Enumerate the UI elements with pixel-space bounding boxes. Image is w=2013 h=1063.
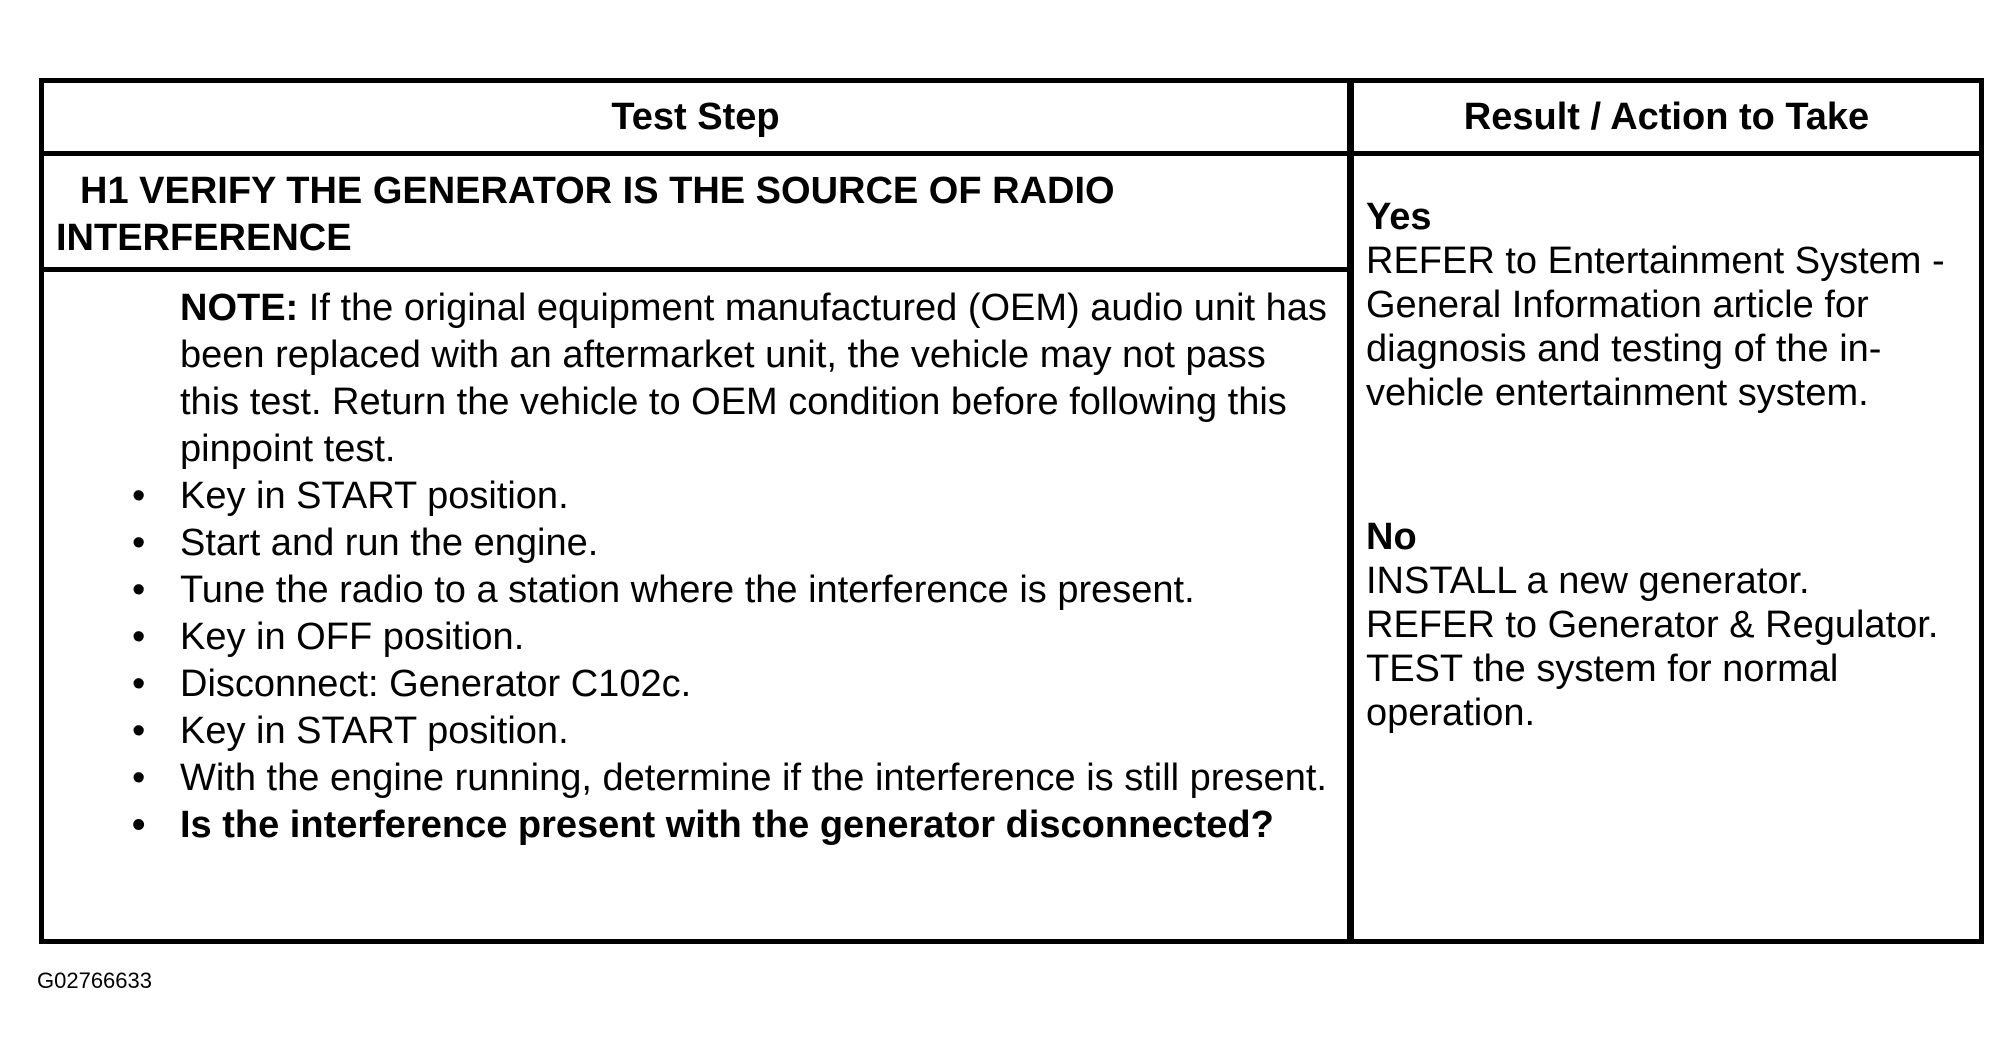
note (180, 285, 1330, 473)
list-item: • Start and run the engine. (44, 520, 1330, 567)
column-divider (1347, 83, 1354, 939)
bullet-icon: • (132, 475, 146, 517)
step-list (44, 473, 1347, 849)
step-body (44, 285, 1347, 849)
bullet-icon: • (132, 663, 146, 705)
result-no-line1: INSTALL a new generator. (1366, 560, 1810, 602)
bullet-icon: • (132, 522, 146, 564)
bullet-icon: • (132, 616, 146, 658)
list-item: • Key in OFF position. (44, 614, 1330, 661)
result-yes (1366, 195, 1976, 415)
result-yes-label: Yes (1366, 196, 1432, 238)
bullet-icon: • (132, 804, 146, 846)
list-item: • Tune the radio to a station where the interference is present. (44, 567, 1330, 614)
list-item: • With the engine running, determine if the interference is still present. (44, 755, 1330, 802)
question-item: • Is the interference present with the generator disconnected? (44, 802, 1330, 849)
figure-id: G02766633 (37, 968, 152, 993)
header-result-action: Result / Action to Take (1463, 95, 1870, 138)
header-divider (44, 151, 1979, 156)
note-text: If the original equipment manufactured (OEM) audio unit has been replaced with an aftermarket unit, the vehicle may not pass this test. Return the vehicle to OEM condition before following this pinpoint test. (180, 287, 1327, 470)
step-title (56, 168, 1336, 262)
list-item: • Key in START position. (44, 708, 1330, 755)
list-item: • Key in START position. (44, 473, 1330, 520)
diagnostic-table (39, 78, 1984, 944)
result-column (1366, 195, 1976, 735)
step-title-text: VERIFY THE GENERATOR IS THE SOURCE OF RADIO INTERFERENCE (56, 170, 1115, 259)
result-yes-text: REFER to Entertainment System - General Information article for diagnosis and testing of the in-vehicle entertainment system. (1366, 240, 1945, 414)
result-no-line2: REFER to Generator & Regulator. (1366, 604, 1939, 646)
header-test-step: Test Step (611, 95, 780, 138)
result-no-label: No (1366, 516, 1417, 558)
result-no-line3: TEST the system for normal operation. (1366, 648, 1839, 734)
bullet-icon: • (132, 757, 146, 799)
bullet-icon: • (132, 569, 146, 611)
note-label: NOTE: (180, 287, 299, 329)
step-title-divider (44, 267, 1347, 272)
list-item: • Disconnect: Generator C102c. (44, 661, 1330, 708)
step-code: H1 (80, 170, 129, 212)
result-no (1366, 515, 1976, 735)
bullet-icon: • (132, 710, 146, 752)
